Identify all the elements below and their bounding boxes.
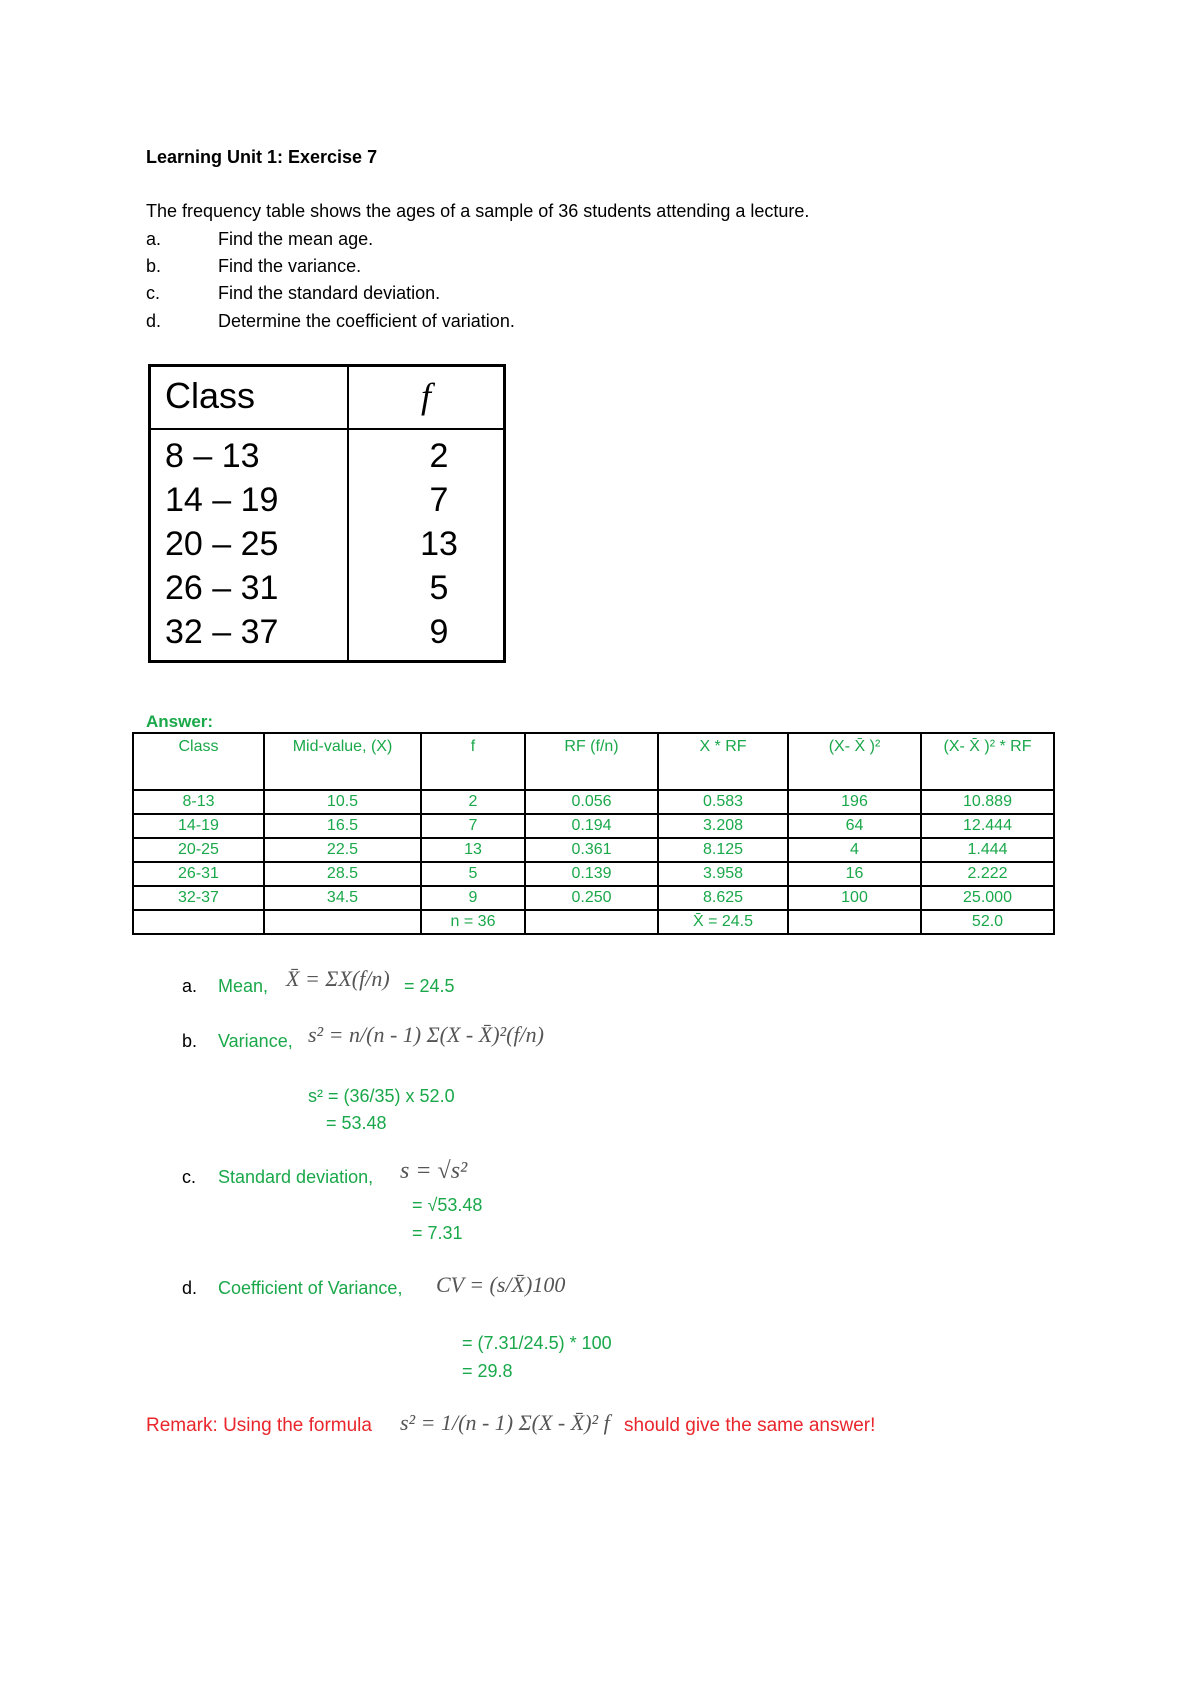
class-cell: 26 – 31 xyxy=(165,569,279,607)
table-cell: 13 xyxy=(421,838,525,862)
table-cell: n = 36 xyxy=(421,910,525,934)
table-divider xyxy=(347,367,349,660)
header-cell: X * RF xyxy=(658,733,788,790)
page-title: Learning Unit 1: Exercise 7 xyxy=(146,147,378,167)
table-cell: 3.208 xyxy=(658,814,788,838)
table-cell: 7 xyxy=(421,814,525,838)
table-cell: 5 xyxy=(421,862,525,886)
header-f: f xyxy=(421,376,432,416)
answer-label-text: Variance, xyxy=(218,1031,293,1051)
question-text: Determine the coefficient of variation. xyxy=(218,311,515,331)
answer-label-text: Coefficient of Variance, xyxy=(218,1278,403,1298)
table-cell xyxy=(264,910,421,934)
frequency-cell: 2 xyxy=(429,437,449,475)
table-cell: 8.625 xyxy=(658,886,788,910)
table-cell: 16 xyxy=(788,862,921,886)
table-cell: 10.889 xyxy=(921,790,1054,814)
remark-formula: s² = 1/(n - 1) Σ(X - X̄)² f xyxy=(400,1410,610,1435)
class-cell: 14 – 19 xyxy=(165,481,279,519)
table-cell: 3.958 xyxy=(658,862,788,886)
table-cell: 1.444 xyxy=(921,838,1054,862)
table-cell: 32-37 xyxy=(133,886,264,910)
class-cell: 8 – 13 xyxy=(165,437,260,475)
frequency-cell: 13 xyxy=(420,525,458,563)
table-row xyxy=(133,862,1054,886)
header-cell: f xyxy=(421,733,525,790)
table-header-row xyxy=(133,733,1054,790)
answer-label: Answer: xyxy=(146,712,214,731)
header-cell: (X- X̄ )² xyxy=(788,733,921,790)
table-totals-row xyxy=(133,910,1054,934)
header-cell: (X- X̄ )² * RF xyxy=(921,733,1054,790)
question-text: Find the variance. xyxy=(218,256,362,276)
frequency-cell: 7 xyxy=(429,481,449,519)
table-cell: 0.056 xyxy=(525,790,658,814)
table-cell: 22.5 xyxy=(264,838,421,862)
answer-letter: a. xyxy=(182,976,198,996)
table-cell: 16.5 xyxy=(264,814,421,838)
table-cell: 0.139 xyxy=(525,862,658,886)
cv-calc-1: = (7.31/24.5) * 100 xyxy=(462,1333,612,1353)
table-cell: 9 xyxy=(421,886,525,910)
question-letter: b. xyxy=(146,256,162,276)
table-cell xyxy=(525,910,658,934)
table-cell: 28.5 xyxy=(264,862,421,886)
table-cell: 34.5 xyxy=(264,886,421,910)
table-cell: 8-13 xyxy=(133,790,264,814)
sd-formula: s = √s² xyxy=(400,1158,468,1184)
table-cell: 26-31 xyxy=(133,862,264,886)
variance-calc-1: s² = (36/35) x 52.0 xyxy=(308,1086,455,1106)
class-frequency-table xyxy=(148,364,506,663)
class-cell: 20 – 25 xyxy=(165,525,279,563)
variance-calc-2: = 53.48 xyxy=(326,1113,387,1133)
table-cell: 100 xyxy=(788,886,921,910)
frequency-cell: 9 xyxy=(429,613,449,651)
mean-result: = 24.5 xyxy=(404,976,455,996)
table-cell: 20-25 xyxy=(133,838,264,862)
table-row xyxy=(133,790,1054,814)
table-cell: 0.250 xyxy=(525,886,658,910)
table-divider xyxy=(151,428,503,430)
answer-label-text: Mean, xyxy=(218,976,269,996)
table-cell: 4 xyxy=(788,838,921,862)
table-cell: 0.361 xyxy=(525,838,658,862)
cv-formula: CV = (s/X̄)100 xyxy=(436,1272,566,1297)
question-text: Find the standard deviation. xyxy=(218,283,441,303)
answer-letter: b. xyxy=(182,1031,198,1051)
question-letter: d. xyxy=(146,311,162,331)
table-cell: 8.125 xyxy=(658,838,788,862)
table-cell: 2 xyxy=(421,790,525,814)
table-cell: 52.0 xyxy=(921,910,1054,934)
table-cell: 14-19 xyxy=(133,814,264,838)
answer-table xyxy=(132,732,1055,935)
table-cell: 12.444 xyxy=(921,814,1054,838)
intro-text: The frequency table shows the ages of a sample of 36 students attending a lecture. xyxy=(146,201,810,221)
cv-calc-2: = 29.8 xyxy=(462,1361,513,1381)
table-row xyxy=(133,814,1054,838)
table-row xyxy=(133,838,1054,862)
class-cell: 32 – 37 xyxy=(165,613,279,651)
answer-letter: c. xyxy=(182,1167,197,1187)
question-letter: a. xyxy=(146,229,162,249)
header-cell: Mid-value, (X) xyxy=(264,733,421,790)
table-cell xyxy=(788,910,921,934)
table-cell: 0.194 xyxy=(525,814,658,838)
question-letter: c. xyxy=(146,283,161,303)
table-cell: 10.5 xyxy=(264,790,421,814)
sd-calc-1: = √53.48 xyxy=(412,1195,483,1215)
table-cell: 2.222 xyxy=(921,862,1054,886)
table-cell: 25.000 xyxy=(921,886,1054,910)
sd-calc-2: = 7.31 xyxy=(412,1223,463,1243)
header-cell: Class xyxy=(133,733,264,790)
table-cell xyxy=(133,910,264,934)
table-row xyxy=(133,886,1054,910)
table-cell: 64 xyxy=(788,814,921,838)
answer-label-text: Standard deviation, xyxy=(218,1167,374,1187)
question-text: Find the mean age. xyxy=(218,229,374,249)
remark-prefix: Remark: Using the formula xyxy=(146,1415,372,1436)
table-cell: X̄ = 24.5 xyxy=(658,910,788,934)
answer-letter: d. xyxy=(182,1278,198,1298)
mean-formula: X̄ = ΣX(f/n) xyxy=(286,966,390,991)
table-cell: 196 xyxy=(788,790,921,814)
header-class: Class xyxy=(165,375,256,416)
remark-suffix: should give the same answer! xyxy=(624,1415,876,1436)
table-cell: 0.583 xyxy=(658,790,788,814)
header-cell: RF (f/n) xyxy=(525,733,658,790)
variance-formula: s² = n/(n - 1) Σ(X - X̄)²(f/n) xyxy=(308,1022,544,1047)
frequency-cell: 5 xyxy=(429,569,449,607)
